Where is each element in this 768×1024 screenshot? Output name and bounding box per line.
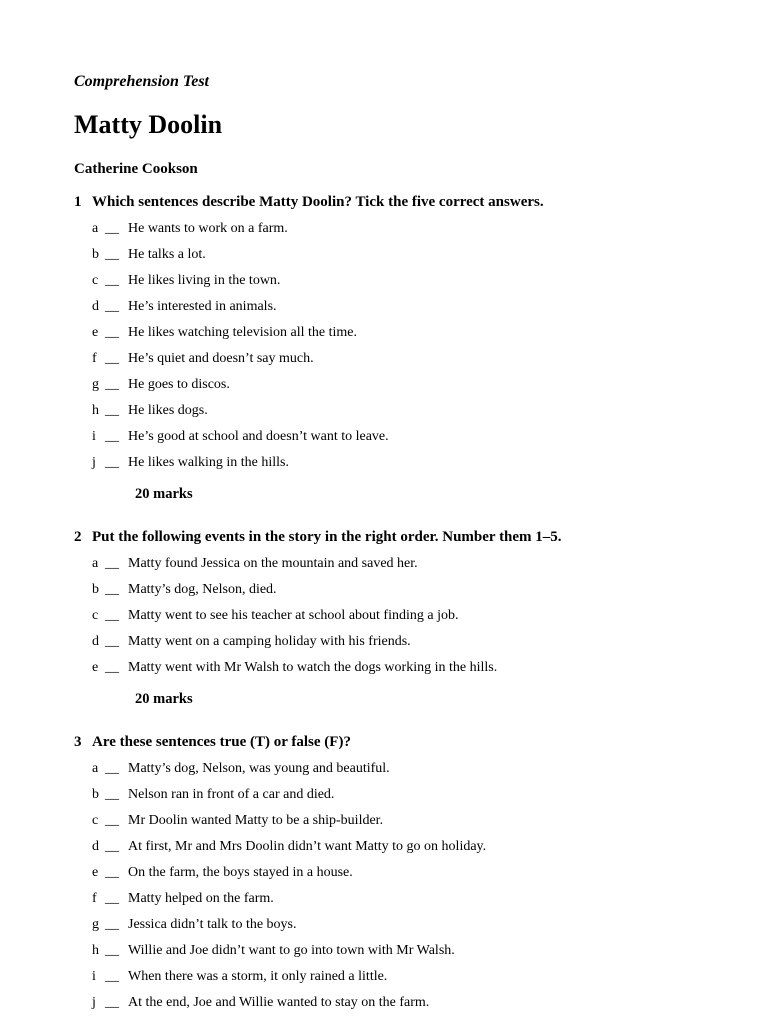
list-item	[92, 865, 353, 881]
question-1-text: Which sentences describe Matty Doolin? Tick the five correct answers.	[92, 194, 544, 210]
item-text: Willie and Joe didn’t want to go into town with Mr Walsh.	[128, 943, 455, 958]
item-letter: d	[92, 634, 99, 649]
item-letter: b	[92, 247, 99, 262]
answer-blank[interactable]: __	[105, 273, 119, 288]
item-letter: e	[92, 660, 99, 675]
item-text: At first, Mr and Mrs Doolin didn’t want Matty to go on holiday.	[128, 839, 487, 854]
item-letter: a	[92, 761, 99, 776]
list-item	[92, 995, 429, 1011]
list-item	[92, 351, 314, 367]
answer-blank[interactable]: __	[105, 813, 119, 828]
answer-blank[interactable]: __	[105, 891, 119, 906]
item-text: At the end, Joe and Willie wanted to stay on the farm.	[128, 995, 430, 1010]
item-text: He likes watching television all the time.	[128, 325, 357, 340]
item-letter: b	[92, 582, 99, 597]
list-item	[92, 429, 389, 445]
list-item	[92, 839, 486, 855]
item-letter: c	[92, 813, 99, 828]
item-text: Matty went on a camping holiday with his friends.	[128, 634, 411, 649]
item-letter: e	[92, 865, 99, 880]
answer-blank[interactable]: __	[105, 429, 119, 444]
item-letter: a	[92, 556, 99, 571]
answer-blank[interactable]: __	[105, 608, 119, 623]
answer-blank[interactable]: __	[105, 865, 119, 880]
answer-blank[interactable]: __	[105, 761, 119, 776]
item-text: He likes living in the town.	[128, 273, 281, 288]
list-item	[92, 325, 357, 341]
item-letter: g	[92, 917, 99, 932]
list-item	[92, 556, 418, 572]
item-letter: b	[92, 787, 99, 802]
answer-blank[interactable]: __	[105, 634, 119, 649]
item-letter: d	[92, 299, 99, 314]
list-item	[92, 247, 206, 263]
item-text: Nelson ran in front of a car and died.	[128, 787, 335, 802]
item-letter: h	[92, 403, 99, 418]
list-item	[92, 299, 277, 315]
question-3-text: Are these sentences true (T) or false (F)?	[92, 734, 351, 750]
question-3-number: 3	[74, 734, 82, 750]
list-item	[92, 761, 390, 777]
answer-blank[interactable]: __	[105, 660, 119, 675]
answer-blank[interactable]: __	[105, 582, 119, 597]
item-letter: j	[92, 455, 96, 470]
item-text: Matty found Jessica on the mountain and saved her.	[128, 556, 418, 571]
answer-blank[interactable]: __	[105, 839, 119, 854]
item-text: Mr Doolin wanted Matty to be a ship-builder.	[128, 813, 384, 828]
item-letter: d	[92, 839, 99, 854]
author-name: Catherine Cookson	[74, 161, 198, 177]
answer-blank[interactable]: __	[105, 995, 119, 1010]
item-text: When there was a storm, it only rained a little.	[128, 969, 388, 984]
list-item	[92, 943, 455, 959]
list-item	[92, 221, 288, 237]
item-letter: g	[92, 377, 99, 392]
list-item	[92, 634, 411, 650]
item-text: Matty’s dog, Nelson, died.	[128, 582, 277, 597]
item-letter: i	[92, 969, 96, 984]
answer-blank[interactable]: __	[105, 325, 119, 340]
item-text: He likes dogs.	[128, 403, 208, 418]
item-text: He’s interested in animals.	[128, 299, 277, 314]
list-item	[92, 608, 458, 624]
item-text: On the farm, the boys stayed in a house.	[128, 865, 353, 880]
item-letter: f	[92, 351, 97, 366]
list-item	[92, 403, 208, 419]
item-text: He’s good at school and doesn’t want to leave.	[128, 429, 389, 444]
question-1-number: 1	[74, 194, 82, 210]
item-letter: j	[92, 995, 96, 1010]
list-item	[92, 660, 497, 676]
item-letter: c	[92, 273, 99, 288]
answer-blank[interactable]: __	[105, 943, 119, 958]
list-item	[92, 377, 230, 393]
page-title: Matty Doolin	[74, 110, 223, 139]
list-item	[92, 813, 383, 829]
item-text: He’s quiet and doesn’t say much.	[128, 351, 314, 366]
answer-blank[interactable]: __	[105, 247, 119, 262]
answer-blank[interactable]: __	[105, 377, 119, 392]
item-text: Matty’s dog, Nelson, was young and beautiful.	[128, 761, 390, 776]
answer-blank[interactable]: __	[105, 917, 119, 932]
item-text: He goes to discos.	[128, 377, 230, 392]
answer-blank[interactable]: __	[105, 455, 119, 470]
item-text: He likes walking in the hills.	[128, 455, 289, 470]
answer-blank[interactable]: __	[105, 351, 119, 366]
item-letter: c	[92, 608, 99, 623]
item-text: Matty went to see his teacher at school about finding a job.	[128, 608, 459, 623]
test-label: Comprehension Test	[74, 73, 209, 90]
list-item	[92, 917, 297, 933]
item-text: Matty went with Mr Walsh to watch the dogs working in the hills.	[128, 660, 498, 675]
answer-blank[interactable]: __	[105, 221, 119, 236]
answer-blank[interactable]: __	[105, 299, 119, 314]
item-text: Jessica didn’t talk to the boys.	[128, 917, 297, 932]
question-2-marks: 20 marks	[135, 691, 193, 707]
list-item	[92, 969, 387, 985]
question-2-text: Put the following events in the story in the right order. Number them 1–5.	[92, 529, 562, 545]
item-letter: h	[92, 943, 99, 958]
question-2-number: 2	[74, 529, 82, 545]
list-item	[92, 455, 289, 471]
answer-blank[interactable]: __	[105, 556, 119, 571]
answer-blank[interactable]: __	[105, 787, 119, 802]
item-letter: f	[92, 891, 97, 906]
item-text: He talks a lot.	[128, 247, 206, 262]
item-letter: i	[92, 429, 96, 444]
answer-blank[interactable]: __	[105, 969, 119, 984]
list-item	[92, 273, 280, 289]
item-letter: e	[92, 325, 99, 340]
item-letter: a	[92, 221, 99, 236]
list-item	[92, 891, 274, 907]
item-text: Matty helped on the farm.	[128, 891, 274, 906]
item-text: He wants to work on a farm.	[128, 221, 288, 236]
answer-blank[interactable]: __	[105, 403, 119, 418]
list-item	[92, 787, 334, 803]
list-item	[92, 582, 277, 598]
question-1-marks: 20 marks	[135, 486, 193, 502]
